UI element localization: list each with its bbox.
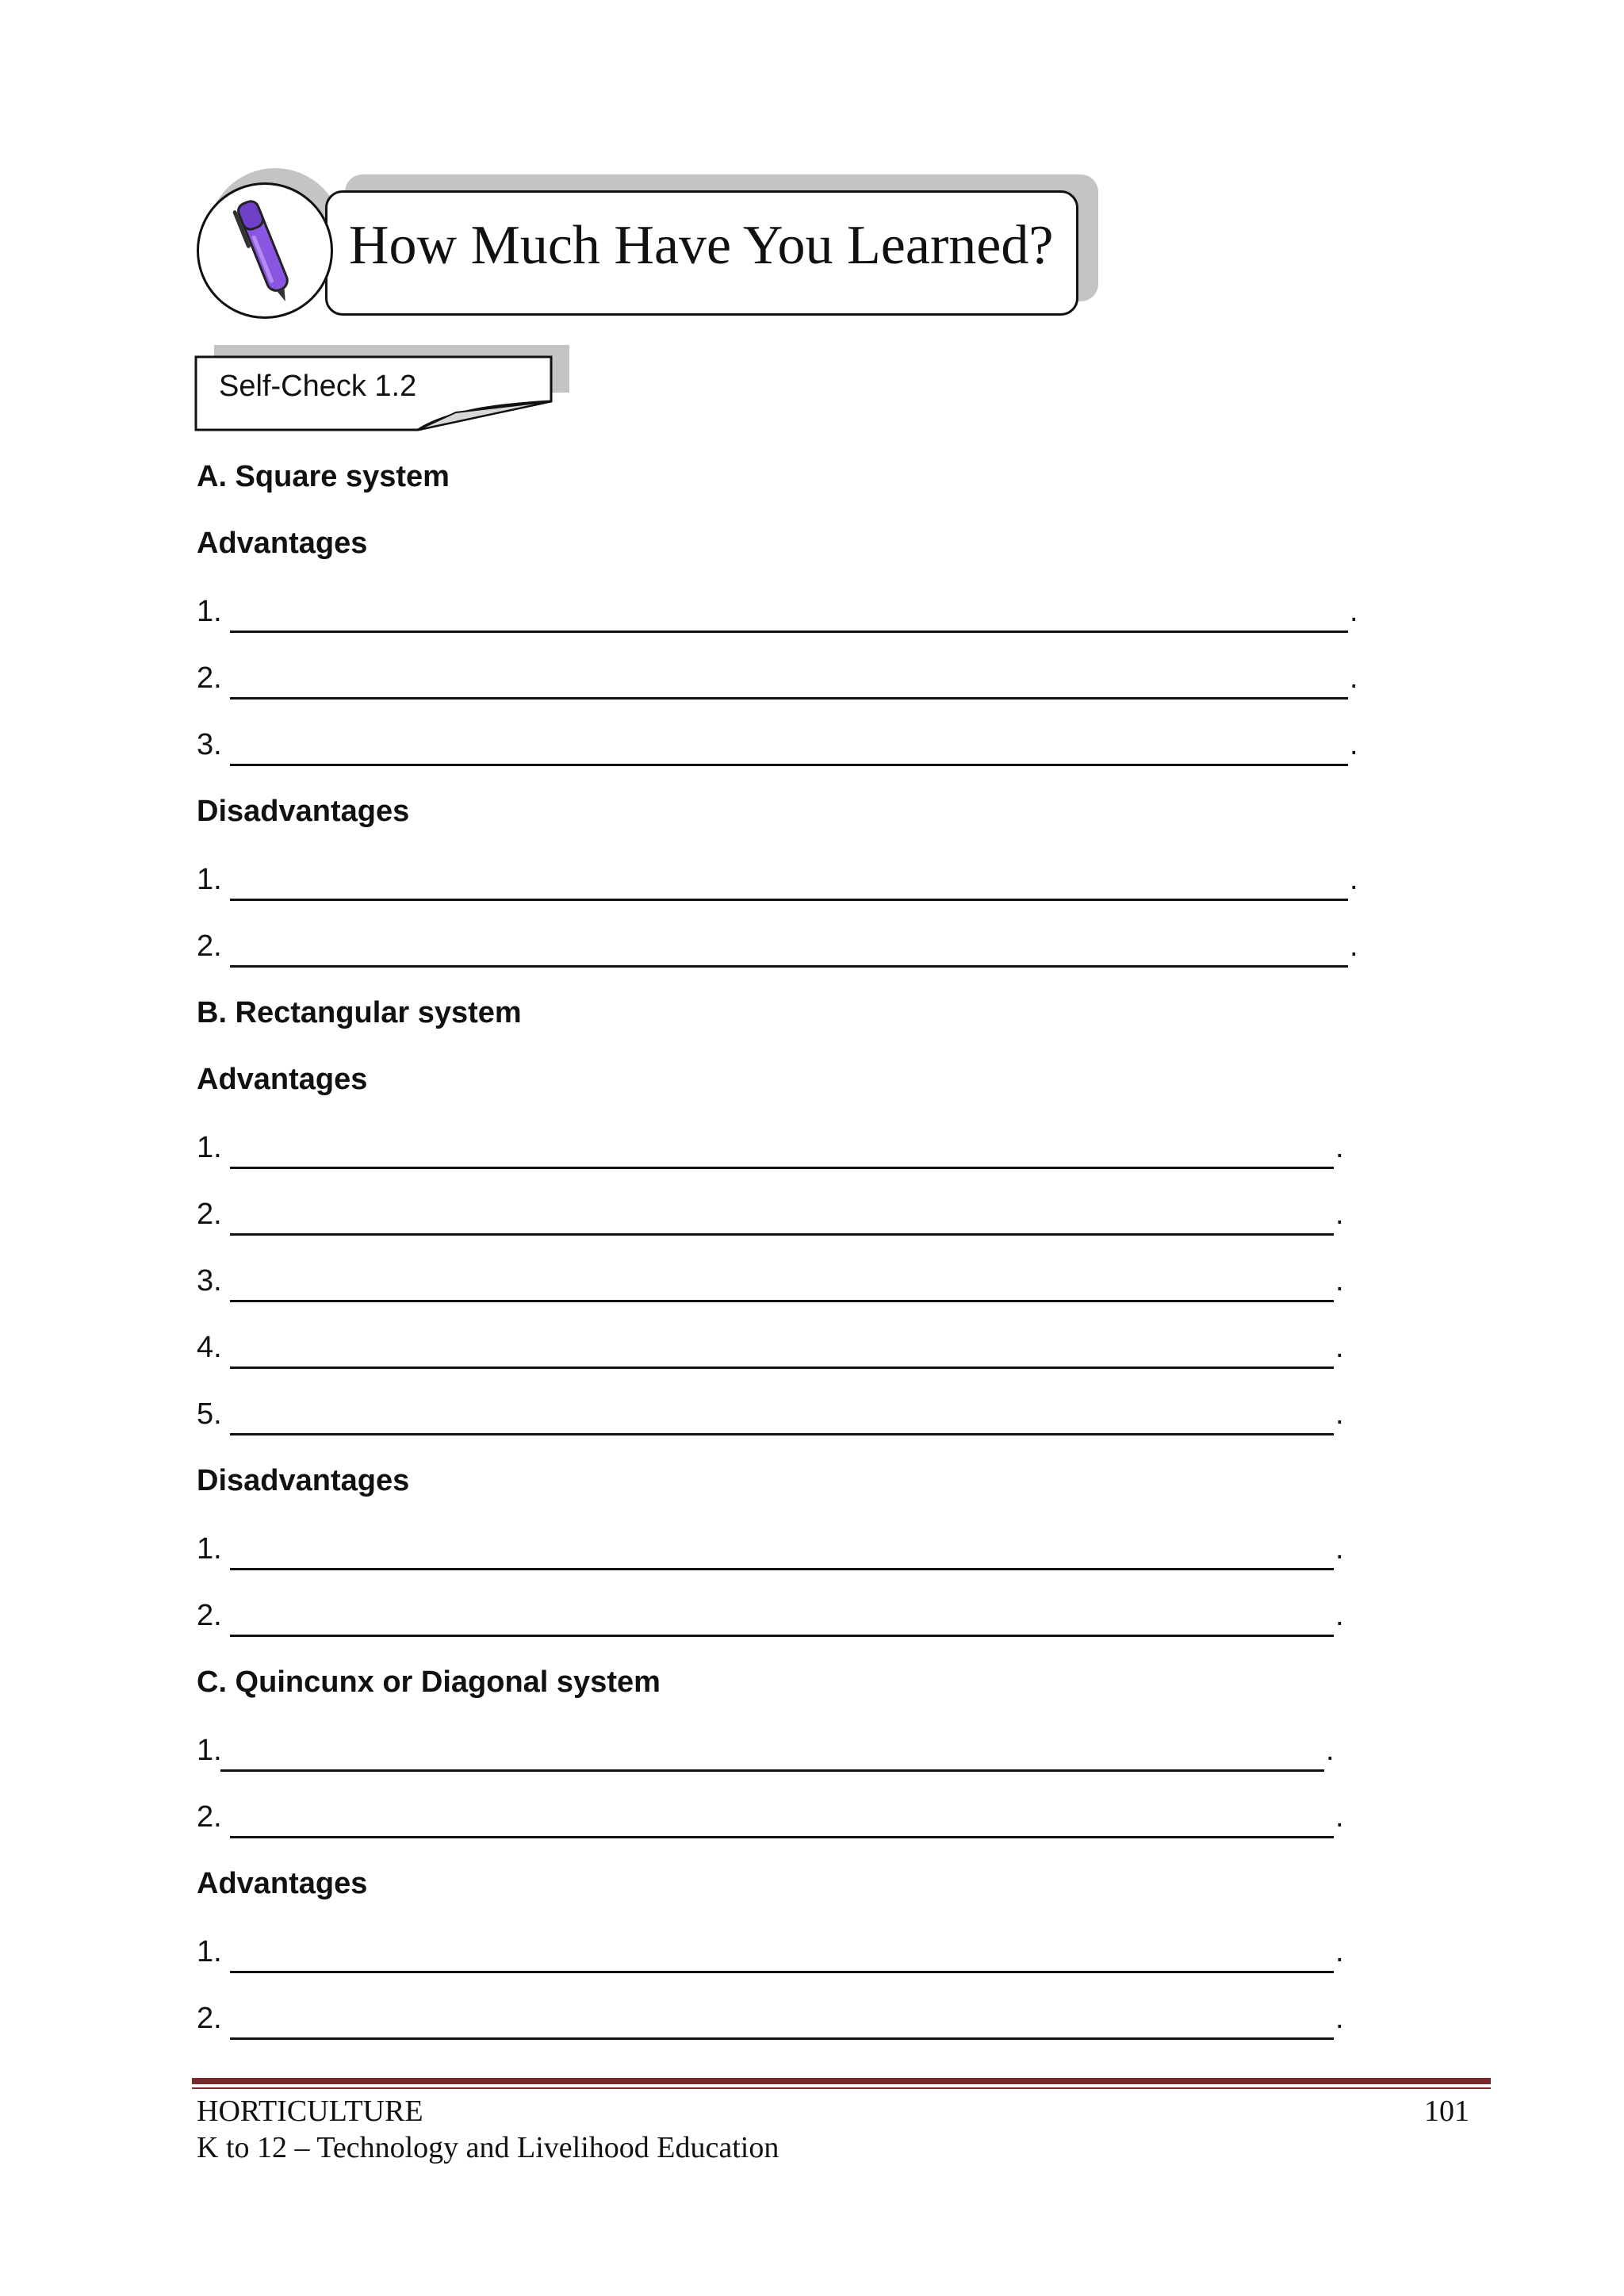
item-number: 1. <box>197 1734 222 1767</box>
period: . <box>1335 2002 1344 2035</box>
section-b-advantages-heading: Advantages <box>197 1063 368 1096</box>
page-number: 101 <box>1424 2095 1469 2128</box>
answer-blank[interactable] <box>230 1971 1334 1973</box>
answer-blank[interactable] <box>230 1300 1334 1302</box>
footer-rule-thin <box>192 2087 1491 2089</box>
section-c-advantages-heading: Advantages <box>197 1867 368 1900</box>
answer-blank[interactable] <box>230 1635 1334 1637</box>
item-number: 2. <box>197 1198 222 1231</box>
period: . <box>1350 661 1358 695</box>
period: . <box>1350 728 1358 761</box>
answer-line[interactable] <box>197 1599 1346 1637</box>
answer-blank[interactable] <box>230 899 1348 901</box>
item-number: 1. <box>197 1532 222 1566</box>
answer-blank[interactable] <box>230 631 1348 633</box>
answer-blank[interactable] <box>230 697 1348 700</box>
item-number: 2. <box>197 2002 222 2035</box>
period: . <box>1335 1397 1344 1431</box>
section-a-advantages-heading: Advantages <box>197 527 368 560</box>
answer-line[interactable] <box>197 1264 1346 1302</box>
item-number: 1. <box>197 1935 222 1968</box>
answer-blank[interactable] <box>230 1233 1334 1236</box>
footer-subject: HORTICULTURE <box>197 2095 423 2128</box>
period: . <box>1335 1131 1344 1164</box>
item-number: 3. <box>197 728 222 761</box>
answer-line[interactable] <box>197 863 1362 901</box>
item-number: 2. <box>197 1599 222 1632</box>
answer-line[interactable] <box>197 2002 1346 2040</box>
period: . <box>1335 1264 1344 1297</box>
answer-line[interactable] <box>197 1734 1339 1772</box>
period: . <box>1335 1599 1344 1632</box>
answer-line[interactable] <box>197 1397 1346 1435</box>
answer-line[interactable] <box>197 1331 1346 1369</box>
item-number: 5. <box>197 1397 222 1431</box>
item-number: 1. <box>197 863 222 896</box>
item-number: 1. <box>197 595 222 628</box>
period: . <box>1350 863 1358 896</box>
answer-line[interactable] <box>197 1532 1346 1570</box>
section-a-disadvantages-heading: Disadvantages <box>197 795 410 828</box>
period: . <box>1335 1198 1344 1231</box>
answer-blank[interactable] <box>230 965 1348 968</box>
pen-icon <box>199 185 331 316</box>
section-b-title: B. Rectangular system <box>197 996 522 1029</box>
self-check-label: Self-Check 1.2 <box>219 370 417 403</box>
period: . <box>1335 1331 1344 1364</box>
period: . <box>1335 1800 1344 1834</box>
item-number: 4. <box>197 1331 222 1364</box>
answer-line[interactable] <box>197 1800 1346 1838</box>
answer-blank[interactable] <box>230 1433 1334 1435</box>
page-title: How Much Have You Learned? <box>349 215 1054 276</box>
answer-line[interactable] <box>197 1131 1346 1169</box>
footer-course: K to 12 – Technology and Livelihood Education <box>197 2131 779 2164</box>
section-c-title: C. Quincunx or Diagonal system <box>197 1665 661 1699</box>
answer-blank[interactable] <box>230 1167 1334 1169</box>
answer-line[interactable] <box>197 595 1362 633</box>
answer-line[interactable] <box>197 1198 1346 1236</box>
answer-blank[interactable] <box>220 1769 1324 1772</box>
answer-blank[interactable] <box>230 2037 1334 2040</box>
item-number: 2. <box>197 1800 222 1834</box>
period: . <box>1350 930 1358 963</box>
period: . <box>1335 1532 1344 1566</box>
item-number: 3. <box>197 1264 222 1297</box>
pen-icon-circle <box>197 182 333 319</box>
answer-blank[interactable] <box>230 1366 1334 1369</box>
period: . <box>1326 1734 1335 1767</box>
answer-blank[interactable] <box>230 1836 1334 1838</box>
item-number: 1. <box>197 1131 222 1164</box>
footer-rule-thick <box>192 2078 1491 2084</box>
answer-line[interactable] <box>197 1935 1346 1973</box>
answer-blank[interactable] <box>230 1568 1334 1570</box>
item-number: 2. <box>197 661 222 695</box>
section-a-title: A. Square system <box>197 460 450 493</box>
item-number: 2. <box>197 930 222 963</box>
period: . <box>1350 595 1358 628</box>
answer-line[interactable] <box>197 728 1362 766</box>
answer-blank[interactable] <box>230 764 1348 766</box>
answer-line[interactable] <box>197 930 1362 968</box>
period: . <box>1335 1935 1344 1968</box>
section-b-disadvantages-heading: Disadvantages <box>197 1464 410 1497</box>
answer-line[interactable] <box>197 661 1362 700</box>
